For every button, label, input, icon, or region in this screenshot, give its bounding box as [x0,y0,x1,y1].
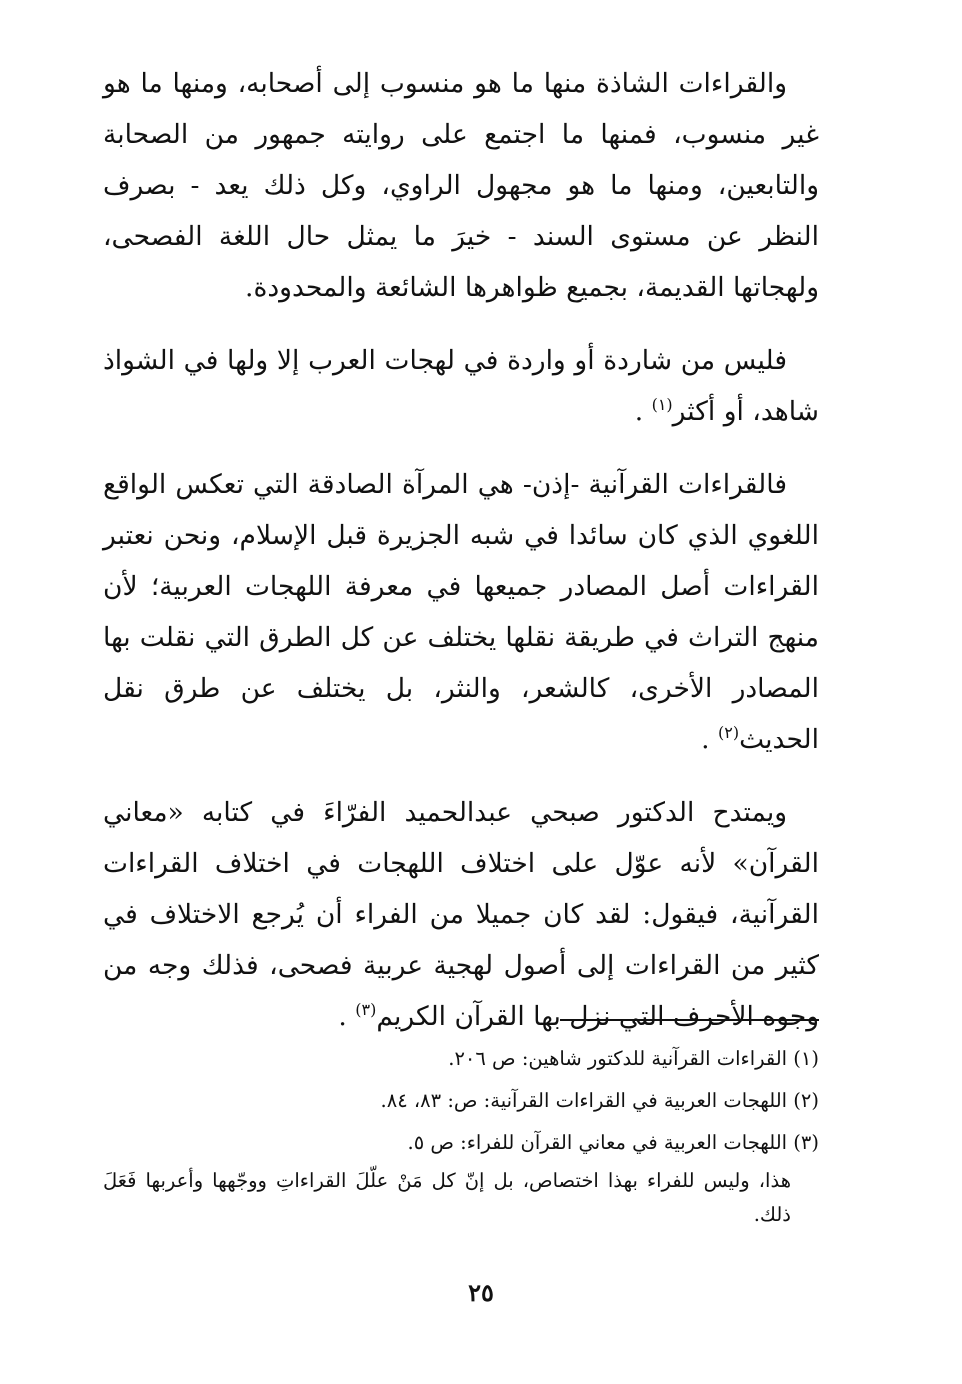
paragraph-1 [103,58,819,313]
footnote-ref-3[interactable]: (٣) [355,1000,377,1020]
paragraph-2-end: . [634,396,644,427]
paragraph-4-end: . [338,1001,347,1032]
paragraph-4-text: ويمتدح الدكتور صبحي عبدالحميد الفرّاءَ في كتابه «معاني القرآن» لأنه عوّل على اختلاف اللهجات في اختلاف القراءات القرآنية، فيقول: لقد كان جميلا من الفراء أن يُرجع الاختلاف في كثير من القراءات إلى أصول لهجية عربية فصحى، فذلك وجه من وجوه الأحرف التي نزل بها القرآن الكريم [103,797,819,1032]
paragraph-3 [103,459,819,765]
footnotes [103,1038,819,1232]
paragraph-1-text: والقراءات الشاذة منها ما هو منسوب إلى أصحابه، ومنها ما هو غير منسوب، فمنها ما اجتمع على روايته جمهور من الصحابة والتابعين، ومنها ما هو مجهول الراوي، وكل ذلك يعد - بصرف النظر عن مستوى السند - خيرَ ما يمثل حال اللغة الفصحى، ولهجاتها القديمة، بجميع ظواهرها الشائعة والمحدودة. [103,68,819,303]
footnote-3: (٣) اللهجات العربية في معاني القرآن للفراء: ص ٥. [407,1131,819,1154]
paragraph-2 [103,335,819,437]
footnote-separator [560,1019,819,1021]
main-text [103,58,819,1064]
paragraph-3-end: . [701,724,710,755]
page-number: ٢٥ [468,1278,494,1307]
paragraph-2-text: فليس من شاردة أو واردة في لهجات العرب إلا ولها في الشواذ شاهد، أو أكثر [103,345,819,427]
footnote-ref-2[interactable]: (٢) [718,723,740,743]
footnote-3-continuation: هذا، وليس للفراء بهذا اختصاص، بل إنّ كل مَنْ علّلَ القراءاتِ ووجّهها وأعربها فَعَلَ ذلك. [103,1169,791,1226]
footnote-1: (١) القراءات القرآنية للدكتور شاهين: ص ٢٠٦. [448,1047,819,1070]
paragraph-3-text: فالقراءات القرآنية -إذن- هي المرآة الصادقة التي تعكس الواقع اللغوي الذي كان سائدا في شبه الجزيرة قبل الإسلام، ونحن نعتبر القراءات أصل المصادر جميعها في معرفة اللهجات العربية؛ لأن منهج التراث في طريقة نقلها يختلف عن كل الطرق التي نقلت بها المصادر الأخرى، كالشعر، والنثر، بل يختلف عن طرق نقل الحديث [103,469,819,755]
paragraph-4 [103,787,819,1042]
footnote-2: (٢) اللهجات العربية في القراءات القرآنية: ص: ٨٣، ٨٤. [380,1089,819,1112]
footnote-ref-1[interactable]: (١) [651,395,673,415]
